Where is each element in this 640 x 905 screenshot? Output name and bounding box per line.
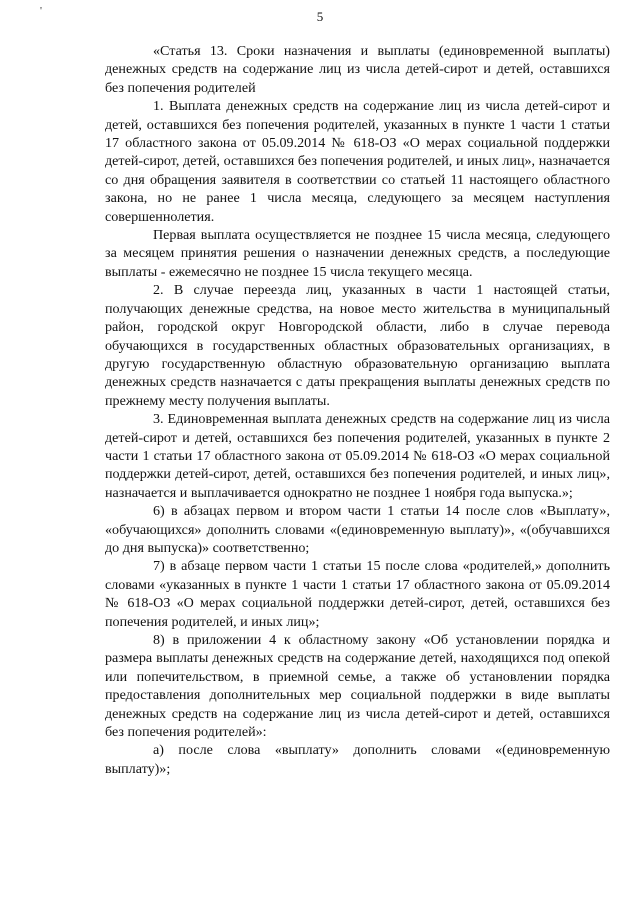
- article-13-heading: «Статья 13. Сроки назначения и выплаты (единовременной выплаты) денежных средств на содержание лиц из числа детей-сирот и детей, оставшихся без попечения родителей: [105, 43, 610, 96]
- article-13-part-1-payment-terms: Первая выплата осуществляется не позднее 15 числа месяца, следующего за месяцем принятия решения о назначении денежных средств, а последующие выплаты - ежемесячно не позднее 15 числа текущего месяца.: [105, 227, 610, 280]
- amendment-item-7: 7) в абзаце первом части 1 статьи 15 после слова «родителей,» дополнить словами «указанных в пункте 1 части 1 статьи 17 областного закона от 05.09.2014 № 618-ОЗ «О мерах социальной поддержки детей-сирот, детей, оставшихся без попечения родителей, и иных лиц»;: [105, 558, 610, 630]
- amendment-item-6: 6) в абзацах первом и втором части 1 статьи 14 после слов «Выплату», «обучающихся» дополнить словами «(единовременную выплату)», «(обучавшихся до дня выпуска)» соответственно;: [105, 503, 610, 556]
- page-number: 5: [316, 9, 324, 24]
- article-13-part-1: 1. Выплата денежных средств на содержание лиц из числа детей-сирот и детей, оставшихся без попечения родителей, указанных в пункте 1 части 1 статьи 17 областного закона от 05.09.2014 № 618-ОЗ «О мерах социальной поддержки детей-сирот, детей, оставшихся без попечения родителей, и иных лиц», назначается со дня обращения заявителя в соответствии со статьей 11 настоящего областного закона, но не ранее 1 числа месяца, следующего за месяцем наступления совершеннолетия.: [105, 98, 610, 225]
- document-body: [105, 42, 610, 778]
- scan-corner-mark: ': [40, 5, 42, 17]
- amendment-item-8a: а) после слова «выплату» дополнить словами «(единовременную выплату)»;: [105, 742, 610, 777]
- amendment-item-8: 8) в приложении 4 к областному закону «Об установлении порядка и размера выплаты денежных средств на содержание детей, находящихся под опекой или попечительством, в приемной семье, а также об установлении порядка предоставления дополнительных мер социальной поддержки в виде выплаты денежных средств на содержание лиц из числа детей-сирот и детей, оставшихся без попечения родителей»:: [105, 632, 610, 741]
- article-13-part-2: 2. В случае переезда лиц, указанных в части 1 настоящей статьи, получающих денежные средства, на новое место жительства в муниципальный район, городской округ Новгородской области, либо в случае перевода обучающихся в государственных областных образовательных организациях, в другую государственную областную образовательную организацию выплата денежных средств назначается с даты прекращения выплаты денежных средств по прежнему месту получения выплаты.: [105, 282, 610, 409]
- article-13-part-3: 3. Единовременная выплата денежных средств на содержание лиц из числа детей-сирот и детей, оставшихся без попечения родителей, указанных в пункте 2 части 1 статьи 17 областного закона от 05.09.2014 № 618-ОЗ «О мерах социальной поддержки детей-сирот, детей, оставшихся без попечения родителей, и иных лиц», назначается и выплачивается однократно не позднее 1 ноября года выпуска.»;: [105, 411, 610, 501]
